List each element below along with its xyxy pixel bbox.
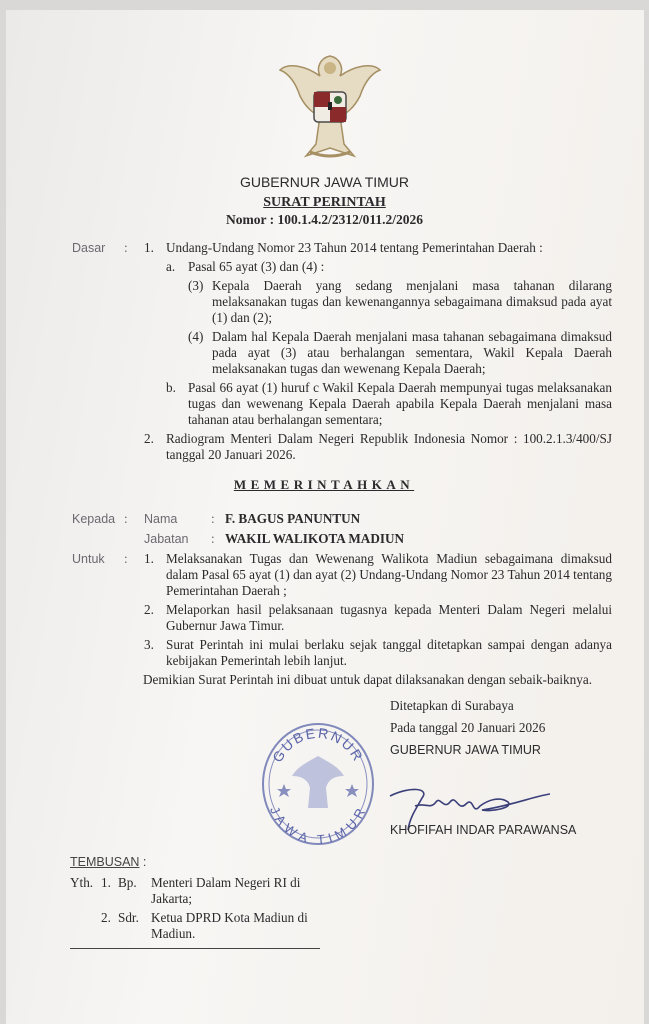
ayat-3-row [188,278,612,326]
signature-block [266,698,612,848]
cc-title: Bp. [118,875,137,890]
colon: : [211,511,215,526]
document-number: Nomor : 100.1.4.2/2312/011.2/2026 [226,212,423,227]
untuk-label: Untuk [72,552,105,566]
stamp-bottom-text: JAWA TIMUR [266,804,369,848]
untuk-item-3: Surat Perintah ini mulai berlaku sejak tanggal ditetapkan sampai dengan adanya kebijakan Pemerintah lebih lanjut. [166,637,612,668]
colon: : [124,511,128,526]
letter-body [72,240,612,949]
dasar-item-1: Undang-Undang Nomor 23 Tahun 2014 tentang Pemerintahan Daerah : [166,240,543,255]
command-heading: MEMERINTAHKAN [233,477,415,492]
item-number: 1. [101,875,111,890]
untuk-row-2 [144,602,612,634]
name-label: Nama [144,512,178,526]
document-title: SURAT PERINTAH [263,195,386,210]
recipient-name: F. BAGUS PANUNTUN [225,511,361,526]
dasar-item-1a: Pasal 65 ayat (3) dan (4) : [188,259,325,274]
position-label: Jabatan [144,532,189,546]
colon: : [124,240,128,255]
untuk-item-1: Melaksanakan Tugas dan Wewenang Walikota Madiun sebagaimana dimaksud dalam Pasal 65 ayat (1) dan ayat (2) Undang-Undang Nomor 23 Tahun 2014 tentang Pemerintahan Daerah ; [166,551,612,598]
item-number: 1. [144,551,154,566]
tembusan-label-text: TEMBUSAN [70,855,140,869]
tembusan-label: TEMBUSAN : [70,855,147,869]
garuda-emblem-icon [276,48,384,166]
ayat-4-text: Dalam hal Kepala Daerah menjalani masa tahanan sebagaimana dimaksud pada ayat (3) atau berhalangan sementara, Wakil Kepala Daerah melaksanakan tugas dan wewenang Kepala Daerah; [212,329,612,376]
untuk-row-1 [72,551,612,599]
item-number: 1. [144,240,154,255]
ayat-3-text: Kepala Daerah yang sedang menjalani masa tahanan dilarang melaksanakan tugas dan kewenangannya sebagaimana dimaksud pada ayat (1) dan (2); [212,278,612,325]
item-letter: a. [166,259,176,274]
untuk-row-3 [144,637,612,669]
colon: : [211,531,215,546]
divider [70,948,320,949]
stamp-top-text: GUBERNUR [268,724,368,766]
signing-date: Pada tanggal 20 Januari 2026 [390,720,546,735]
official-stamp [258,718,378,850]
item-number: 2. [101,910,111,925]
colon: : [124,551,128,566]
ayat-4-row [188,329,612,377]
dasar-row-1 [72,240,612,256]
svg-text:JAWA TIMUR [267,804,369,847]
kepada-name-row [72,511,612,527]
cc-row-1 [70,875,320,907]
tembusan-prefix: Yth. [70,875,94,890]
item-number: 3. [144,637,154,652]
cc-title: Sdr. [118,910,139,925]
signer-name: KHOFIFAH INDAR PARAWANSA [390,823,577,837]
recipient-position: WAKIL WALIKOTA MADIUN [225,531,405,546]
signer-office: GUBERNUR JAWA TIMUR [390,743,541,757]
signing-place: Ditetapkan di Surabaya [390,698,514,713]
cc-recipient-1: Menteri Dalam Negeri RI di Jakarta; [151,875,301,906]
dasar-item-1a-row [166,259,612,275]
item-number: 2. [144,431,154,446]
cc-row-2 [101,910,320,942]
untuk-item-2: Melaporkan hasil pelaksanaan tugasnya kepada Menteri Dalam Negeri melalui Gubernur Jawa Timur. [166,602,612,633]
kepada-position-row [144,531,612,547]
dasar-item-1b: Pasal 66 ayat (1) huruf c Wakil Kepala Daerah mempunyai tugas melaksanakan tugas dan wewenang Kepala Daerah apabila Kepala Daerah menjalani masa tahanan atau berhalangan sementara; [188,380,612,427]
closing-paragraph: Demikian Surat Perintah ini dibuat untuk dapat dilaksanakan dengan sebaik-baiknya. [143,672,592,687]
dasar-label: Dasar [72,241,106,255]
issuer-heading: GUBERNUR JAWA TIMUR [239,174,410,190]
cc-recipient-2: Ketua DPRD Kota Madiun di Madiun. [151,910,308,941]
dasar-row-2 [144,431,612,463]
dasar-item-2: Radiogram Menteri Dalam Negeri Republik Indonesia Nomor : 100.2.1.3/400/SJ tanggal 20 Januari 2026. [166,431,612,462]
dasar-item-1b-row [166,380,612,428]
kepada-label: Kepada [72,512,116,526]
ayat-number: (4) [188,329,204,344]
tembusan-block [70,854,320,949]
ayat-number: (3) [188,278,204,293]
item-letter: b. [166,380,176,395]
item-number: 2. [144,602,154,617]
